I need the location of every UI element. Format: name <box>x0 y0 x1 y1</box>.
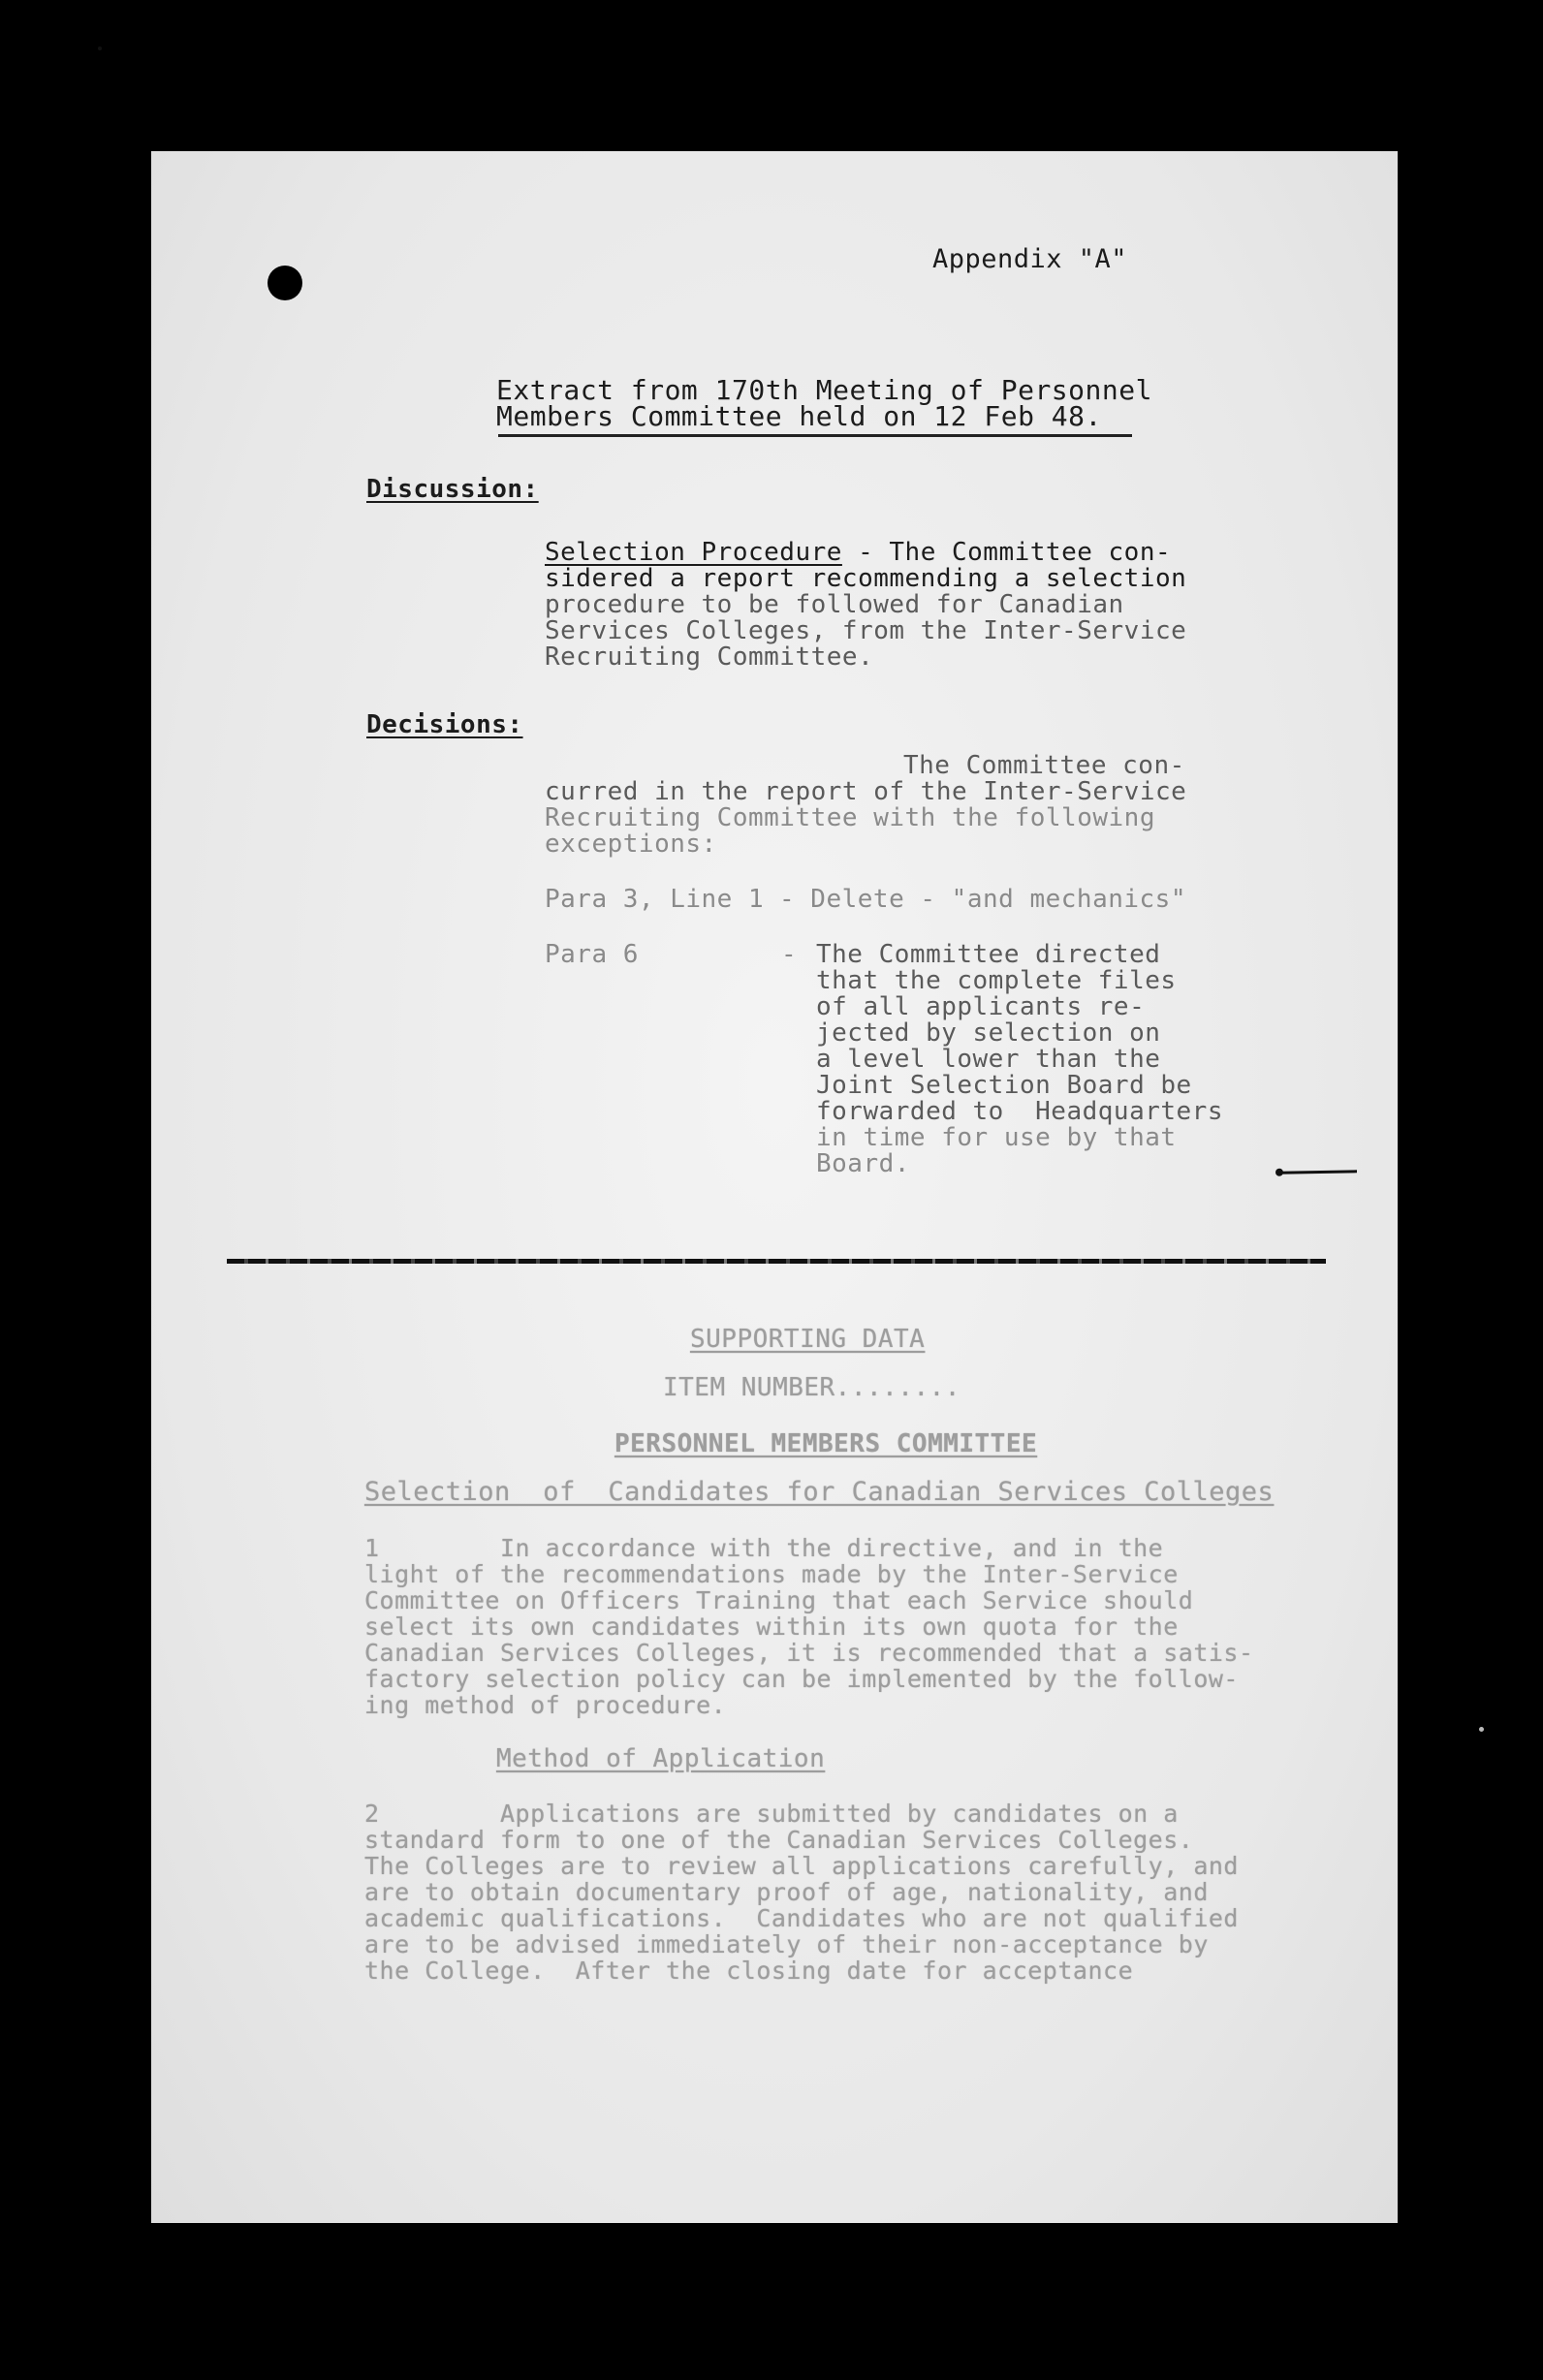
paragraph-1-line: Canadian Services Colleges, it is recommended that a satis- <box>364 1639 1254 1667</box>
decision-line: curred in the report of the Inter-Service <box>545 777 1187 806</box>
decision-line: Recruiting Committee with the following <box>545 803 1155 832</box>
para3-action: - Delete - "and mechanics" <box>779 885 1186 914</box>
para6-line: jected by selection on <box>816 1018 1161 1048</box>
paragraph-2-line: the College. After the closing date for acceptance <box>364 1957 1134 1985</box>
decision-line: The Committee con- <box>903 751 1185 780</box>
para6-line: of all applicants re- <box>816 992 1146 1021</box>
paper-speck <box>1479 1727 1484 1732</box>
para6-label: Para 6 <box>545 940 639 969</box>
punch-hole <box>268 266 302 300</box>
title-line-1: Extract from 170th Meeting of Personnel <box>496 374 1152 406</box>
paragraph-2-line: standard form to one of the Canadian Services Colleges. <box>364 1826 1194 1854</box>
discussion-text: - The Committee con- <box>841 538 1172 567</box>
item-number: ITEM NUMBER........ <box>663 1373 960 1402</box>
para6-line: that the complete files <box>816 966 1177 995</box>
paragraph-1-line: select its own candidates within its own quota for the <box>364 1613 1179 1641</box>
para6-line: forwarded to Headquarters <box>816 1097 1223 1126</box>
paragraph-2-line: The Colleges are to review all applications carefully, and <box>364 1852 1239 1880</box>
paragraph-2-line: are to obtain documentary proof of age, nationality, and <box>364 1878 1209 1906</box>
paragraph-1-line: ing method of procedure. <box>364 1691 727 1719</box>
para6-line: in time for use by that <box>816 1123 1177 1152</box>
paragraph-1-line: 1 In accordance with the directive, and in the <box>364 1534 1164 1562</box>
paragraph-2-line: 2 Applications are submitted by candidates on a <box>364 1800 1179 1828</box>
para3-label: Para 3, Line 1 <box>545 885 765 914</box>
para6-line: a level lower than the <box>816 1045 1161 1074</box>
paragraph-1-line: Committee on Officers Training that each Service should <box>364 1586 1194 1614</box>
para6-line: The Committee directed <box>816 940 1161 969</box>
discussion-line: sidered a report recommending a selection <box>545 564 1187 593</box>
decisions-label: Decisions: <box>366 710 523 739</box>
title-underline <box>498 434 1132 437</box>
discussion-line: Recruiting Committee. <box>545 642 874 672</box>
section-divider <box>227 1259 1326 1264</box>
paragraph-1-line: light of the recommendations made by the Inter-Service <box>364 1560 1179 1588</box>
discussion-line <box>545 539 1171 566</box>
appendix-label: Appendix "A" <box>932 244 1128 274</box>
selection-heading: Selection of Candidates for Canadian Services Colleges <box>364 1477 1275 1507</box>
discussion-label: Discussion: <box>366 475 539 504</box>
document-page <box>151 151 1398 2223</box>
committee-heading: PERSONNEL MEMBERS COMMITTEE <box>614 1429 1038 1458</box>
decision-line: exceptions: <box>545 830 717 859</box>
paper-speck <box>98 47 102 50</box>
discussion-line: Services Colleges, from the Inter-Service <box>545 616 1187 645</box>
para6-line: Joint Selection Board be <box>816 1071 1192 1100</box>
para6-dash: - <box>781 940 798 969</box>
paragraph-2-line: academic qualifications. Candidates who are not qualified <box>364 1904 1239 1932</box>
para6-line: Board. <box>816 1149 910 1178</box>
method-heading: Method of Application <box>496 1744 826 1773</box>
discussion-line: procedure to be followed for Canadian <box>545 590 1124 619</box>
supporting-data-heading: SUPPORTING DATA <box>690 1325 926 1354</box>
paragraph-2-line: are to be advised immediately of their non-acceptance by <box>364 1930 1209 1958</box>
paragraph-1-line: factory selection policy can be implemented by the follow- <box>364 1665 1239 1693</box>
selection-procedure-heading: Selection Procedure <box>545 538 842 567</box>
title-line-2: Members Committee held on 12 Feb 48. <box>496 400 1102 432</box>
